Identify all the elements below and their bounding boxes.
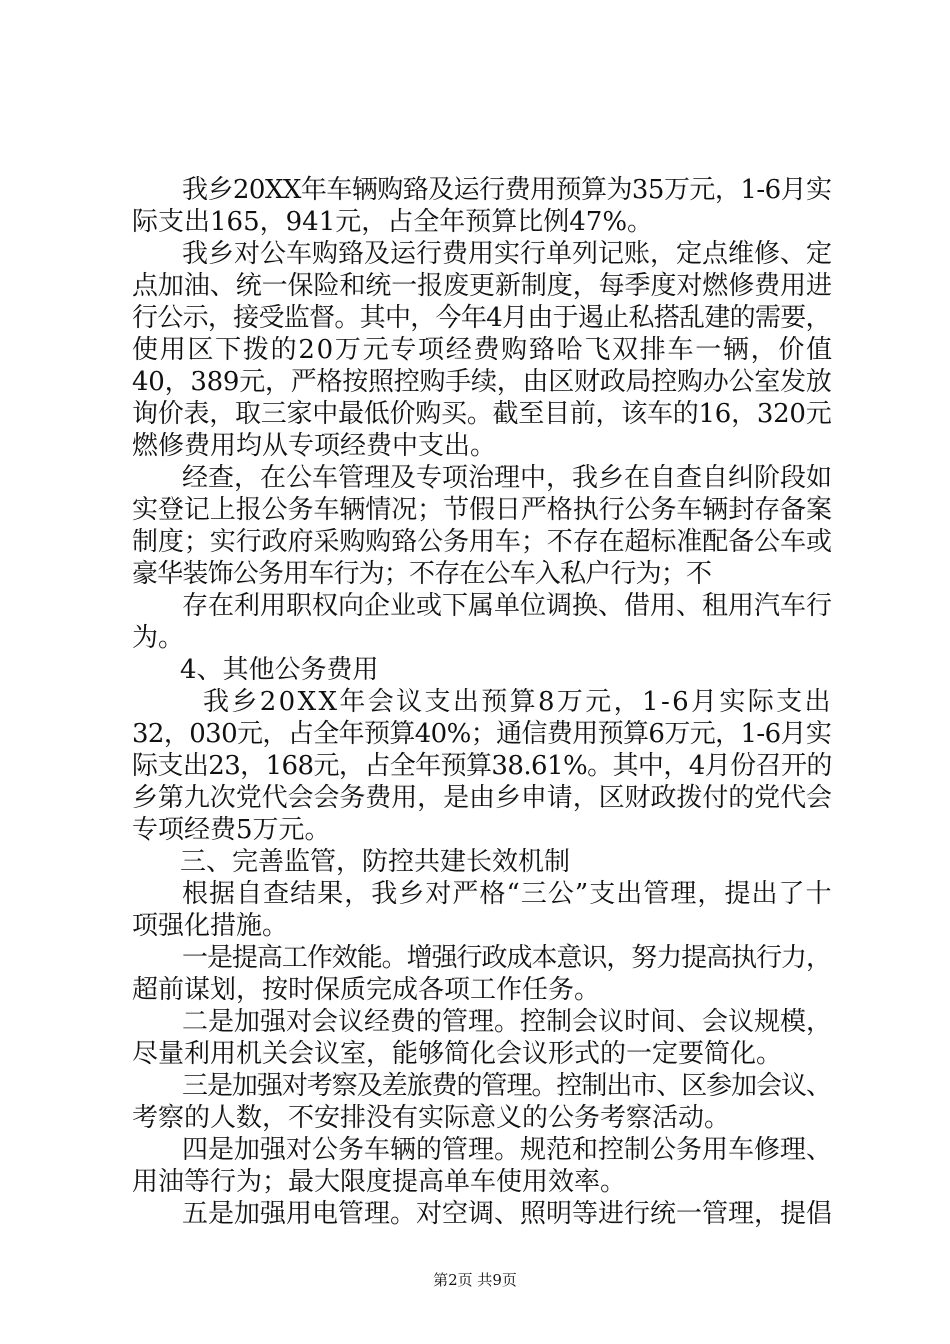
text-line: 根据自查结果，我乡对严格“三公”支出管理，提出了十 bbox=[182, 879, 833, 909]
page-footer: 第2页 共9页 bbox=[433, 1271, 517, 1289]
text-line: 点加油、统一保险和统一报废更新制度，每季度对燃修费用进 bbox=[132, 271, 832, 301]
text-line: 际支出23，168元，占全年预算38.61%。其中，4月份召开的 bbox=[132, 751, 832, 781]
text-line: 超前谋划，按时保质完成各项工作任务。 bbox=[132, 975, 601, 1005]
text-line: 为。 bbox=[132, 623, 185, 653]
text-line: 实登记上报公务车辆情况；节假日严格执行公务车辆封存备案 bbox=[132, 495, 832, 525]
text-line: 三是加强对考察及差旅费的管理。控制出市、区参加会议、 bbox=[182, 1071, 831, 1101]
text-line: 我乡20XX年会议支出预算8万元，1-6月实际支出 bbox=[203, 687, 833, 717]
text-line: 使用区下拨的20万元专项经费购臵哈飞双排车一辆，价值 bbox=[132, 335, 834, 365]
text-line: 用油等行为；最大限度提高单车使用效率。 bbox=[132, 1167, 627, 1197]
text-line: 4、其他公务费用 bbox=[180, 655, 379, 685]
text-line: 燃修费用均从专项经费中支出。 bbox=[132, 431, 497, 461]
text-line: 一是提高工作效能。增强行政成本意识，努力提高执行力， bbox=[182, 943, 831, 973]
text-line: 三、完善监管，防控共建长效机制 bbox=[180, 847, 571, 877]
text-line: 我乡20XX年车辆购臵及运行费用预算为35万元，1-6月实 bbox=[182, 175, 832, 205]
text-line: 专项经费5万元。 bbox=[132, 815, 331, 845]
text-line: 豪华装饰公务用车行为；不存在公车入私户行为；不 bbox=[132, 559, 712, 589]
text-line: 五是加强用电管理。对空调、照明等进行统一管理，提倡 bbox=[182, 1199, 833, 1229]
text-line: 经查，在公车管理及专项治理中，我乡在自查自纠阶段如 bbox=[182, 463, 833, 493]
text-line: 二是加强对会议经费的管理。控制会议时间、会议规模， bbox=[182, 1007, 833, 1037]
text-line: 乡第九次党代会会务费用，是由乡申请，区财政拨付的党代会 bbox=[132, 783, 832, 813]
text-line: 考察的人数，不安排没有实际意义的公务考察活动。 bbox=[132, 1103, 731, 1133]
text-line: 询价表，取三家中最低价购买。截至目前，该车的16，320元 bbox=[132, 399, 832, 429]
text-line: 32，030元，占全年预算40%；通信费用预算6万元，1-6月实 bbox=[132, 719, 832, 749]
text-line: 际支出165，941元，占全年预算比例47%。 bbox=[132, 207, 654, 237]
text-line: 40，389元，严格按照控购手续，由区财政局控购办公室发放 bbox=[132, 367, 832, 397]
text-line: 制度；实行政府采购购臵公务用车；不存在超标准配备公车或 bbox=[132, 527, 832, 557]
text-line: 行公示，接受监督。其中，今年4月由于遏止私搭乱建的需要， bbox=[132, 303, 831, 333]
text-line: 项强化措施。 bbox=[132, 911, 289, 941]
text-line: 存在利用职权向企业或下属单位调换、借用、租用汽车行 bbox=[182, 591, 833, 621]
text-line: 我乡对公车购臵及运行费用实行单列记账，定点维修、定 bbox=[182, 239, 833, 269]
text-line: 四是加强对公务车辆的管理。规范和控制公务用车修理、 bbox=[182, 1135, 833, 1165]
text-line: 尽量利用机关会议室，能够简化会议形式的一定要简化。 bbox=[132, 1039, 783, 1069]
